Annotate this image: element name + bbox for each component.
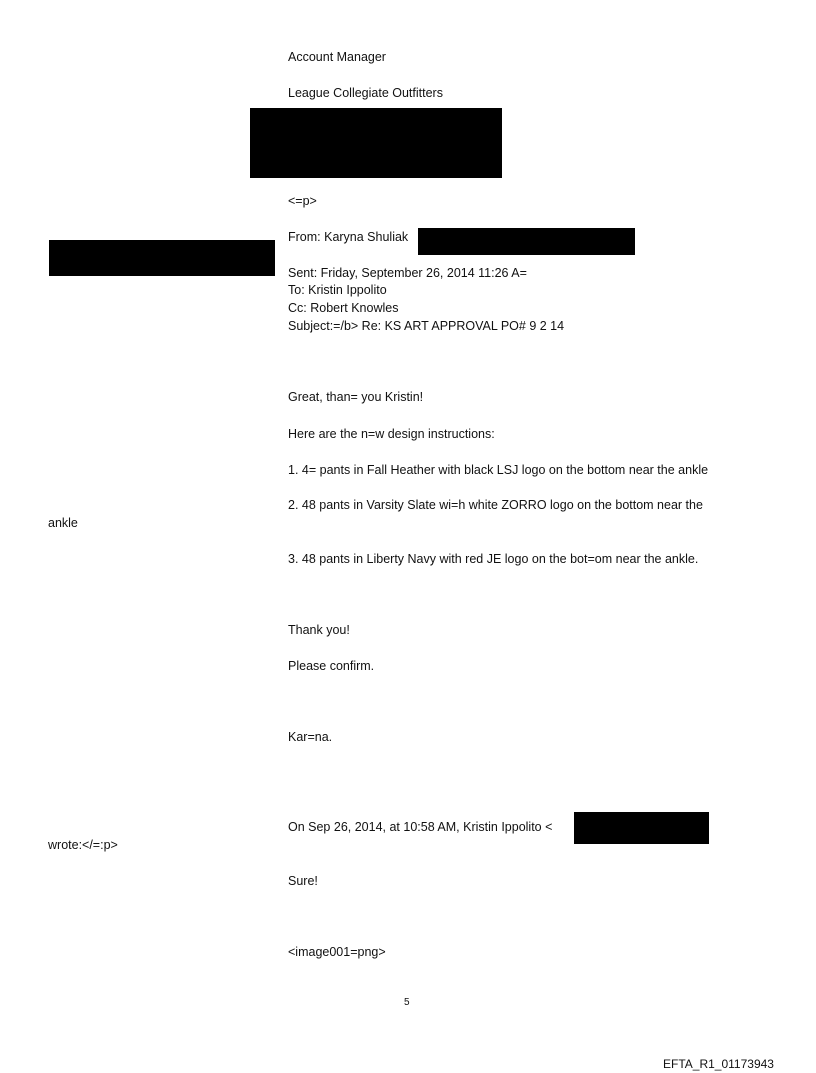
document-id: EFTA_R1_01173943 [663, 1057, 774, 1071]
to-line: To: Kristin Ippolito [288, 283, 387, 297]
instruction-item-2: 2. 48 pants in Varsity Slate wi=h white ZORRO logo on the bottom near the [288, 498, 703, 512]
body-greeting: Great, than= you Kristin! [288, 390, 424, 404]
quoted-intro: On Sep 26, 2014, at 10:58 AM, Kristin Ippolito < [288, 820, 553, 834]
page-number: 5 [404, 997, 410, 1008]
from-line: From: Karyna Shuliak [288, 230, 409, 244]
body-thanks: Thank you! [288, 623, 350, 637]
quoted-wrote: wrote:</=:p> [48, 838, 118, 852]
redaction-block-left [49, 240, 275, 276]
redaction-block [250, 108, 502, 178]
body-intro: Here are the n=w design instructions: [288, 427, 495, 441]
quoted-reply: Sure! [288, 874, 318, 888]
body-confirm: Please confirm. [288, 659, 375, 673]
body-signoff: Kar=na. [288, 730, 333, 744]
cc-line: Cc: Robert Knowles [288, 301, 399, 315]
sent-line: Sent: Friday, September 26, 2014 11:26 A= [288, 266, 527, 280]
html-artifact: <=p> [288, 194, 317, 208]
instruction-item-1: 1. 4= pants in Fall Heather with black LSJ logo on the bottom near the ankle [288, 463, 709, 477]
signature-title: Account Manager [288, 50, 386, 64]
instruction-item-2-wrap: ankle [48, 516, 78, 530]
redaction-email [418, 228, 635, 255]
signature-company: League Collegiate Outfitters [288, 86, 443, 100]
instruction-item-3: 3. 48 pants in Liberty Navy with red JE logo on the bot=om near the ankle. [288, 552, 699, 566]
redaction-quoted-email [574, 812, 709, 844]
image-placeholder: <image001=png> [288, 945, 386, 959]
subject-line: Subject:=/b> Re: KS ART APPROVAL PO# 9 2 14 [288, 319, 565, 333]
